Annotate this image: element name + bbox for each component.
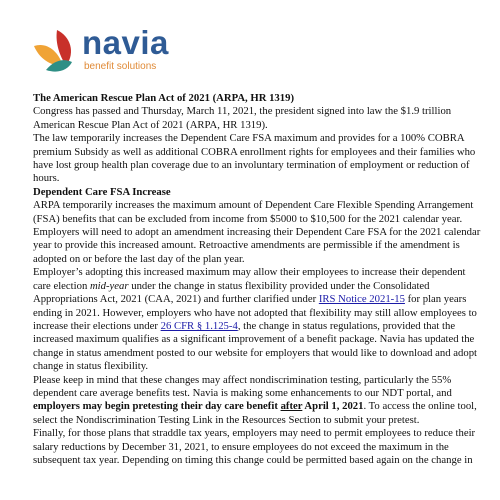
text-run: for plan years ending in 2021. However, employers who have not adopted that flexibility may still allow employees to increase their elections under xyxy=(33,293,477,332)
document-title: The American Rescue Plan Act of 2021 (ARPA, HR 1319) xyxy=(33,92,295,104)
paragraph-nondiscrimination xyxy=(33,374,481,428)
paragraph-fsa-increase: ARPA temporarily increases the maximum amount of Dependent Care Flexible Spending Arrangement (FSA) benefits that can be excluded from income from $5000 to $10,500 for the 2021 calendar year. Employers will need to adopt an amendment increasing their Dependent Care FSA for the 2021 calendar year to provide this increased amount. Retroactive amendments are permissible if the amendment is adopted on or before the last day of the plan year. xyxy=(33,199,481,265)
leaf-logo-icon xyxy=(30,26,82,74)
paragraph-intro: Congress has passed and Thursday, March 11, 2021, the president signed into law the $1.9 trillion American Rescue Plan Act of 2021 (ARPA, HR 1319). xyxy=(33,105,452,131)
logo-tagline: benefit solutions xyxy=(84,61,157,72)
document-body xyxy=(33,92,481,467)
bold-underline-text: after xyxy=(280,400,303,413)
section-heading: Dependent Care FSA Increase xyxy=(33,185,171,198)
navia-logo xyxy=(30,26,180,70)
text-run: under the change in status flexibility provided under the Consolidated Appropriations Act, 2021 (CAA, 2021) and further clarified under xyxy=(33,279,430,306)
logo-wordmark: navia xyxy=(82,24,169,61)
italic-text: mid-year xyxy=(89,279,129,292)
paragraph-tax-years: Finally, for those plans that straddle tax years, employers may need to permit employees to reduce their salary reductions by December 31, 2021, to ensure employees do not exceed the maximum in the subsequent tax year. Depending on timing this change could be permitted based again on the change in xyxy=(33,427,476,466)
cfr-regulation-link[interactable]: 26 CFR § 1.125-4 xyxy=(160,319,238,332)
irs-notice-link[interactable]: IRS Notice 2021-15 xyxy=(318,293,405,306)
text-run: Please keep in mind that these changes may affect nondiscrimination testing, particularly the 55% dependent care average benefits test. Navia is making some enhancements to our NDT portal, and xyxy=(33,373,452,399)
bold-text: April 1, 2021 xyxy=(302,400,364,413)
bold-text: employers may begin pretesting their day care benefit xyxy=(33,400,281,413)
text-run: . To access the online tool, select the Nondiscrimination Testing Link in the Resources Section to submit your pretest. xyxy=(33,400,477,426)
paragraph-mid-year-election xyxy=(33,266,481,373)
text-run: Employer’s adopting this increased maximum may allow their employees to increase their dependent care election xyxy=(33,266,466,292)
paragraph-overview: The law temporarily increases the Dependent Care FSA maximum and provides for a 100% COBRA premium Subsidy as well as additional COBRA enrollment rights for employees and their families who have lost group health plan coverage due to an involuntary termination of employment or reduction of hours. xyxy=(33,132,476,185)
text-run: , the change in status regulations, provided that the increased maximum qualifies as a significant improvement of a benefit package. Navia has updated the change in status amendment posted to our website for employers that would like to download and adopt change in status flexibility. xyxy=(33,319,478,373)
